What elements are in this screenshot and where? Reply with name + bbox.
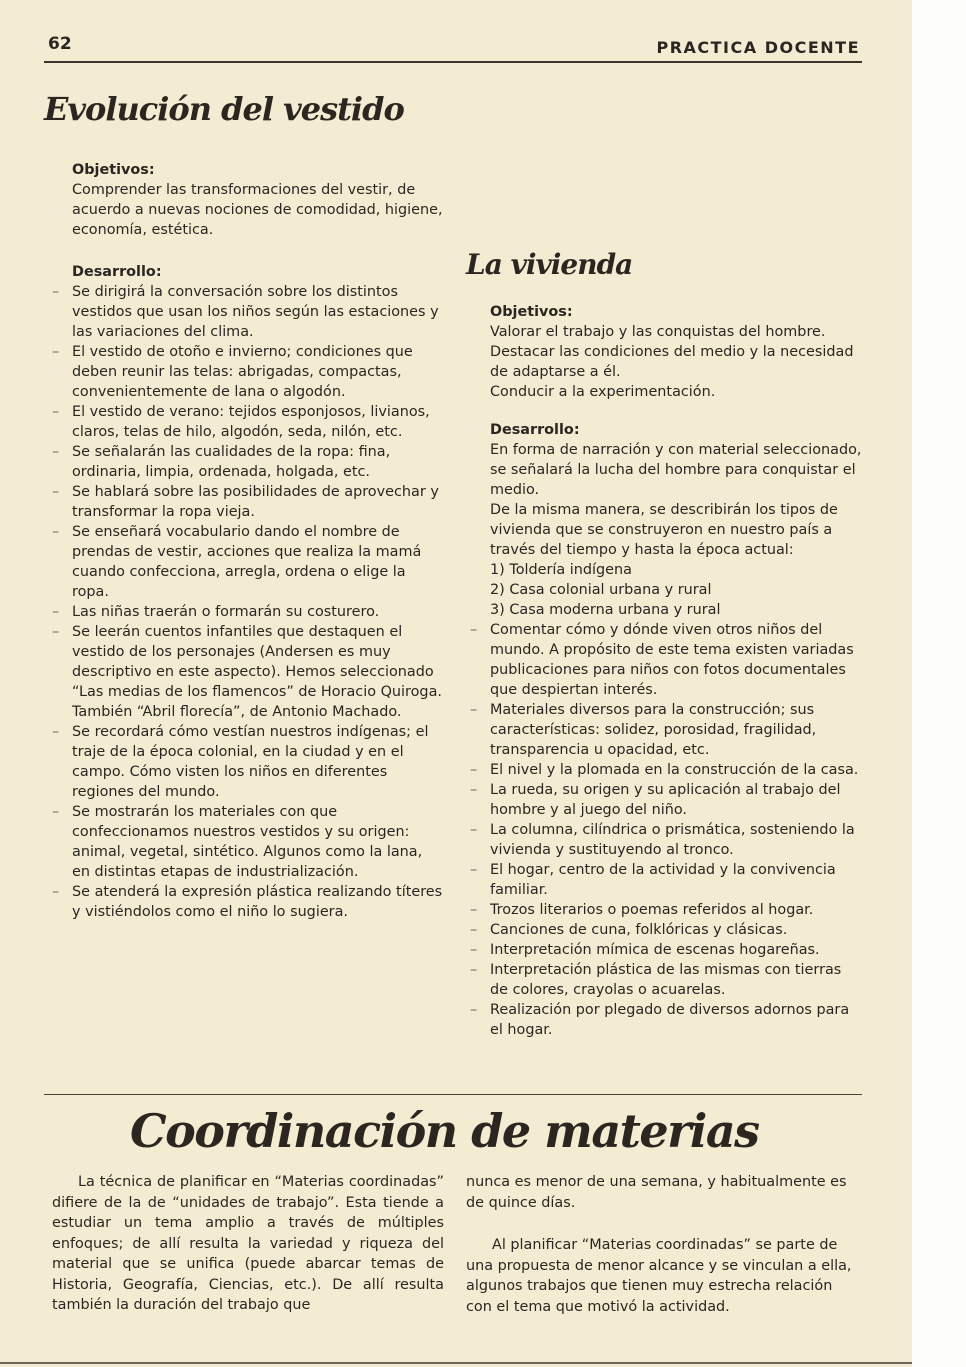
- header-rule: [44, 61, 862, 63]
- list-item: – Las niñas traerán o formarán su costurero.: [72, 602, 444, 622]
- numbered-item: 2) Casa colonial urbana y rural: [490, 582, 712, 598]
- list-item: – Comentar cómo y dónde viven otros niños del mundo. A propósito de este tema existen variadas publicaciones para niños con fotos documentales que despiertan interés.: [490, 620, 862, 700]
- vestido-column: [72, 160, 444, 922]
- list-item: – Materiales diversos para la construcción; sus características: solidez, porosidad, fragilidad, transparencia u opacidad, etc.: [490, 700, 862, 760]
- vestido-desarrollo-heading: Desarrollo:: [72, 264, 162, 280]
- list-item: – Se dirigirá la conversación sobre los distintos vestidos que usan los niños según las estaciones y las variaciones del clima.: [72, 282, 444, 342]
- coordinacion-paragraph: Al planificar “Materias coordinadas” se parte de una propuesta de menor alcance y se vinculan a ella, algunos trabajos que tienen muy estrecha relación con el tema que motivó la actividad.: [466, 1237, 852, 1315]
- list-item: – El vestido de otoño e invierno; condiciones que deben reunir las telas: abrigadas, compactas, convenientemente de lana o algodón.: [72, 342, 444, 402]
- list-item: – Canciones de cuna, folklóricas y clásicas.: [490, 920, 862, 940]
- vivienda-objetivo: Destacar las condiciones del medio y la necesidad de adaptarse a él.: [490, 344, 854, 380]
- page-number: 62: [48, 34, 72, 54]
- section-divider: [44, 1094, 862, 1095]
- list-item: – Interpretación mímica de escenas hogareñas.: [490, 940, 862, 960]
- list-item: – La columna, cilíndrica o prismática, sosteniendo la vivienda y sustituyendo al tronco.: [490, 820, 862, 860]
- vivienda-desarrollo-paragraph: En forma de narración y con material seleccionado, se señalará la lucha del hombre para conquistar el medio.: [490, 442, 862, 498]
- bleed-through-decoration: [700, 90, 712, 130]
- vestido-objetivos-heading: Objetivos:: [72, 162, 155, 178]
- list-item: – Se mostrarán los materiales con que confeccionamos nuestros vestidos y su origen: animal, vegetal, sintético. Algunos como la lana, en distintas etapas de industrialización.: [72, 802, 444, 882]
- list-item: – El hogar, centro de la actividad y la convivencia familiar.: [490, 860, 862, 900]
- list-item: – Se enseñará vocabulario dando el nombre de prendas de vestir, acciones que realiza la mamá cuando confecciona, arregla, ordena o elige la ropa.: [72, 522, 444, 602]
- coordinacion-paragraph: nunca es menor de una semana, y habitualmente es de quince días.: [466, 1174, 847, 1211]
- list-item: – Se leerán cuentos infantiles que destaquen el vestido de los personajes (Andersen es muy descriptivo en este aspecto). Hemos seleccionado “Las medias de los flamencos” de Horacio Quiroga. También “Abril florecía”, de Antonio Machado.: [72, 622, 444, 722]
- vivienda-objetivos-heading: Objetivos:: [490, 304, 573, 320]
- section-title-vivienda: La vivienda: [466, 248, 633, 281]
- vivienda-objetivo: Conducir a la experimentación.: [490, 384, 716, 400]
- running-head: PRACTICA DOCENTE: [656, 38, 860, 57]
- list-item: – Se atenderá la expresión plástica realizando títeres y vistiéndolos como el niño lo sugiera.: [72, 882, 444, 922]
- bottom-rule: [0, 1362, 912, 1364]
- coordinacion-right-column: [466, 1172, 862, 1317]
- list-item: – El vestido de verano: tejidos esponjosos, livianos, claros, telas de hilo, algodón, seda, nilón, etc.: [72, 402, 444, 442]
- coordinacion-left-column: [52, 1172, 444, 1316]
- vivienda-desarrollo-heading: Desarrollo:: [490, 422, 580, 438]
- list-item: – La rueda, su origen y su aplicación al trabajo del hombre y al juego del niño.: [490, 780, 862, 820]
- list-item: – Realización por plegado de diversos adornos para el hogar.: [490, 1000, 862, 1040]
- numbered-item: 3) Casa moderna urbana y rural: [490, 602, 721, 618]
- vivienda-list: [490, 620, 862, 1040]
- numbered-item: 1) Toldería indígena: [490, 562, 632, 578]
- list-item: – Trozos literarios o poemas referidos al hogar.: [490, 900, 862, 920]
- list-item: – Se hablará sobre las posibilidades de aprovechar y transformar la ropa vieja.: [72, 482, 444, 522]
- section-title-vestido: Evolución del vestido: [44, 90, 404, 128]
- section-title-coordinacion: Coordinación de materias: [130, 1104, 759, 1158]
- list-item: – Se recordará cómo vestían nuestros indígenas; el traje de la época colonial, en la ciudad y en el campo. Cómo visten los niños en diferentes regiones del mundo.: [72, 722, 444, 802]
- list-item: – Interpretación plástica de las mismas con tierras de colores, crayolas o acuarelas.: [490, 960, 862, 1000]
- vivienda-desarrollo-paragraph: De la misma manera, se describirán los tipos de vivienda que se construyeron en nuestro país a través del tiempo y hasta la época actual:: [490, 502, 838, 558]
- scan-margin: [912, 0, 966, 1367]
- list-item: – El nivel y la plomada en la construcción de la casa.: [490, 760, 862, 780]
- vestido-desarrollo-list: [72, 282, 444, 922]
- coordinacion-paragraph: La técnica de planificar en “Materias coordinadas” difiere de la de “unidades de trabajo”. Esta tiende a estudiar un tema amplio a través de múltiples enfoques; de allí resulta la variedad y riqueza del material que se unifica (puede abarcar temas de Historia, Geografía, Ciencias, etc.). De allí resulta también la duración del trabajo que: [52, 1174, 444, 1313]
- vestido-objetivos-text: Comprender las transformaciones del vestir, de acuerdo a nuevas nociones de comodidad, higiene, economía, estética.: [72, 182, 443, 238]
- list-item: – Se señalarán las cualidades de la ropa: fina, ordinaria, limpia, ordenada, holgada, etc.: [72, 442, 444, 482]
- vivienda-objetivo: Valorar el trabajo y las conquistas del hombre.: [490, 324, 826, 340]
- vivienda-column: [490, 302, 862, 1040]
